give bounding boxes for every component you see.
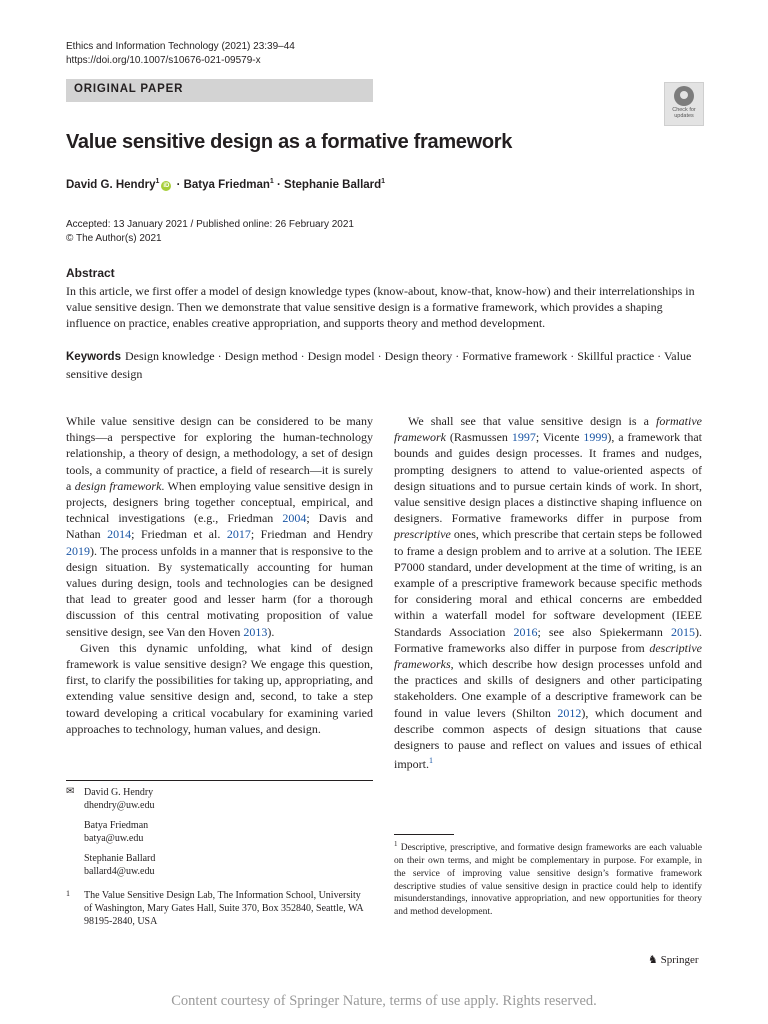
journal-header [66, 40, 295, 68]
paragraph: We shall see that value sensitive design is a formative framework (Rasmussen 1997; Vicente 1999), a framework that bounds and guides design processes. It frames and nudges, prompting designers to attend to value-oriented aspects of design situations and to pursue certain kinds of work. In short, value sensitive design places a distinctive shaping influence on designers. Formative frameworks differ in purpose from prescriptive ones, which prescribe that certain steps be followed to frame a design problem and to arrive at a solution. The IEEE P7000 standard, under development at the time of writing, is an example of a prescriptive framework because specific methods for considering moral and ethical concerns are embedded within a waterfall model for software development (IEEE Standards Association 2016; see also Spiekermann 2015). Formative frameworks also differ in purpose from descriptive frameworks, which describe how design processes unfold and the practices and skills of designers and other participating stakeholders. One example of a descriptive framework can be found in value levers (Shilton 2012), which document and describe common aspects of design situations that cause designers to pause and reflect on values and issues of ethical import.$^1$ [394, 414, 703, 772]
affiliation: The Value Sensitive Design Lab, The Information School, University of Washington, Mary Gates Hall, Suite 370, Box 352840, Seattle, WA 98195-2840, USA [84, 890, 364, 927]
corr-name: David G. Hendry [84, 787, 154, 798]
citation-link[interactable]: 2017 [226, 527, 251, 542]
divider [66, 780, 373, 781]
footnote-divider [394, 834, 454, 835]
orcid-icon[interactable]: iD [163, 182, 170, 189]
corr-name: Batya Friedman [84, 820, 149, 831]
footnote-text: Descriptive, prescriptive, and formative design frameworks are each valuable on their own terms, and might be complementary in purpose. For example, in the service of improving value sensitive design’s formative framework descriptive studies of value sensitive design in practice could help to identify misunderstandings, innovative appropriation, and new opportunities for theory and method development. [394, 843, 703, 918]
affiliation-number: 1 [66, 889, 70, 898]
courtesy-notice: Content courtesy of Springer Nature, terms of use apply. Rights reserved. [171, 993, 597, 1009]
paper-type-label: ORIGINAL PAPER [74, 83, 184, 95]
body-column-right [394, 413, 702, 772]
footnote-number: 1 [394, 840, 398, 848]
keywords [66, 348, 704, 382]
paragraph: Given this dynamic unfolding, what kind of design framework is value sensitive design? We engage this question, first, to clarify the possibilities for taking up, appropriating, and extending value sensitive design and, second, to take a step toward developing a critical vocabulary for examining varied approaches to technology, human values, and design. [66, 640, 373, 736]
publisher-name: Springer [660, 954, 699, 966]
affiliation-marker: 1 [269, 178, 274, 185]
citation-link[interactable]: 2014 [107, 527, 132, 542]
author-name[interactable]: David G. Hendry [66, 178, 156, 191]
affiliation-marker: 1 [381, 178, 386, 185]
author-name[interactable]: Batya Friedman [183, 178, 270, 191]
check-updates-line1: Check for [672, 107, 696, 113]
crossmark-icon [674, 86, 694, 106]
footnote-link[interactable]: 1 [429, 756, 433, 766]
citation-link[interactable]: 2013 [243, 624, 268, 639]
citation-link[interactable]: 2012 [557, 705, 582, 720]
body-column-left [66, 413, 373, 737]
keywords-label: Keywords [66, 351, 121, 363]
paragraph: While value sensitive design can be considered to be many things—a perspective for exploring the human-technology relationship, a theory of design, a methodology, a set of design tools, a community of practice, a field of research—it is surely a design framework. When employing value sensitive design in projects, designers bring together conceptual, empirical, and technical investigations (e.g., Friedman 2004; Davis and Nathan 2014; Friedman et al. 2017; Friedman and Hendry 2019). The process unfolds in a manner that is responsive to the design situation. By systematically accounting for human values during design, tools and technologies can be designed that lead to greater good and lesser harm (for a thorough discussion of this central motivating proposition of value sensitive design, see Van den Hoven 2013). [66, 414, 374, 639]
correspondence-block [84, 786, 155, 878]
affiliation-marker: 1 [155, 178, 160, 185]
article-title: Value sensitive design as a formative framework [66, 131, 513, 153]
citation-link[interactable]: 2015 [671, 624, 695, 639]
citation-link[interactable]: 2016 [513, 624, 538, 639]
springer-horse-icon: ♞ [648, 954, 658, 966]
abstract-text: In this article, we first offer a model of design knowledge types (know-about, know-that, know-how) and their interrelationships in value sensitive design. Then we demonstrate that value sensitive design is a formative framework, which provides a shaping influence on practice, enables creative appropriation, and supports theory and method development. [66, 284, 695, 331]
keywords-list: Design knowledge · Design method · Design model · Design theory · Formative framework · Skillful practice · Value sensitive design [66, 349, 692, 381]
doi-link[interactable]: https://doi.org/10.1007/s10676-021-09579-x [66, 55, 261, 66]
citation-link[interactable]: 1999 [583, 430, 608, 445]
corr-email[interactable]: ballard4@uw.edu [84, 866, 155, 877]
publication-dates [66, 218, 354, 246]
envelope-icon: ✉ [66, 786, 75, 797]
author-name[interactable]: Stephanie Ballard [284, 178, 382, 191]
publisher-logo [648, 953, 699, 966]
corr-email[interactable]: dhendry@uw.edu [84, 800, 155, 811]
copyright: © The Author(s) 2021 [66, 233, 162, 244]
accepted-published: Accepted: 13 January 2021 / Published online: 26 February 2021 [66, 219, 354, 230]
corr-email[interactable]: batya@uw.edu [84, 833, 144, 844]
corr-name: Stephanie Ballard [84, 853, 156, 864]
citation-link[interactable]: 1997 [511, 430, 536, 445]
citation-link[interactable]: 2019 [66, 543, 90, 558]
check-updates-line2: updates [674, 113, 694, 119]
journal-citation: Ethics and Information Technology (2021) 23:39–44 [66, 41, 295, 52]
check-for-updates-badge[interactable] [664, 82, 704, 126]
abstract-heading: Abstract [66, 266, 115, 280]
citation-link[interactable]: 2004 [282, 511, 307, 526]
footnote [394, 838, 702, 919]
author-list: David G. Hendry$^1$iD · Batya Friedman$^1$ · Stephanie Ballard$^1$ [66, 178, 386, 191]
